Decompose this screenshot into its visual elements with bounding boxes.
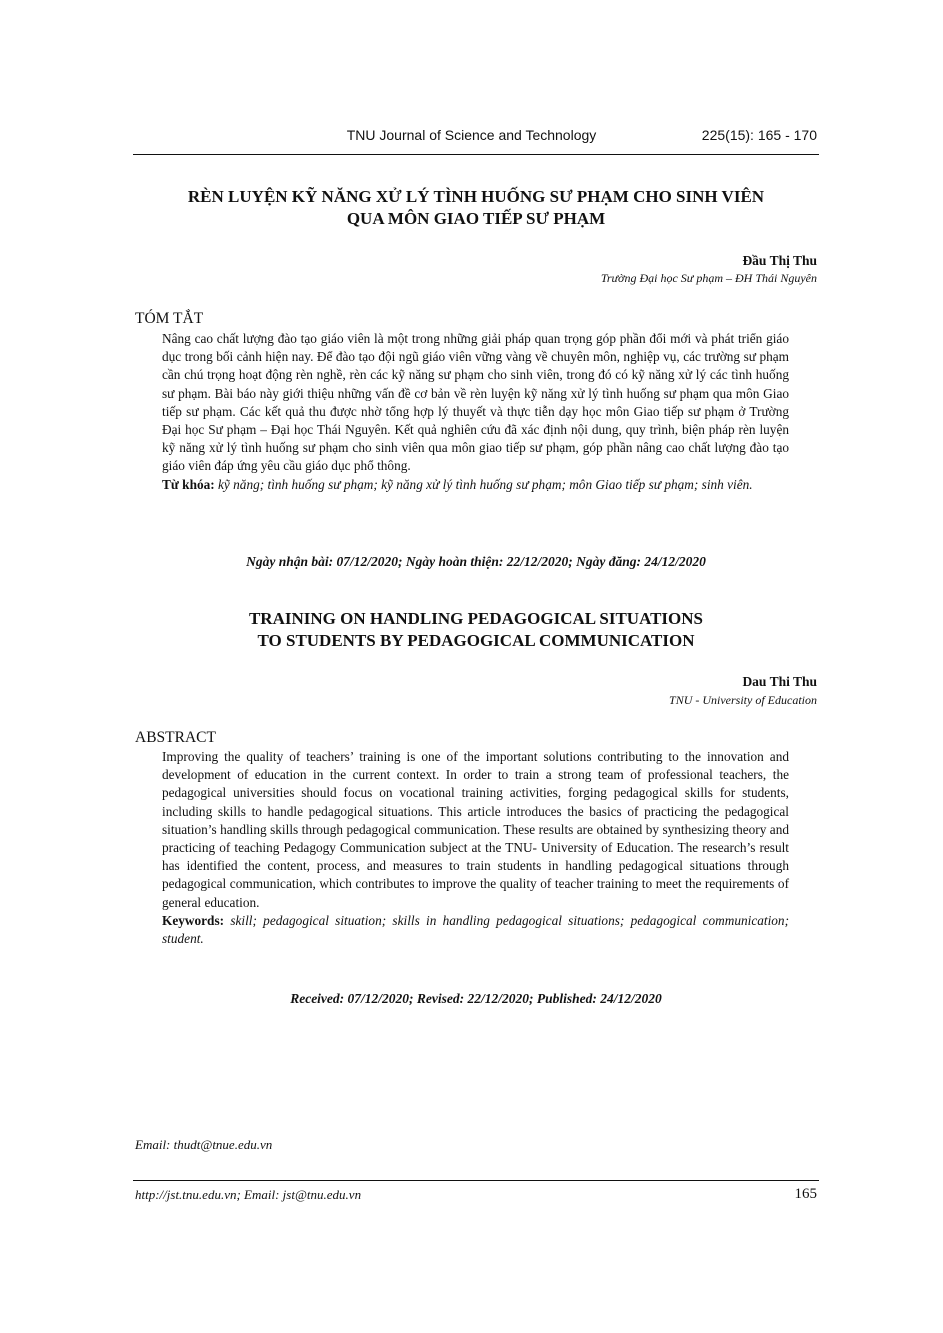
en-abstract xyxy=(162,748,789,948)
vi-title-line-1: RÈN LUYỆN KỸ NĂNG XỬ LÝ TÌNH HUỐNG SƯ PHẠM CHO SINH VIÊN xyxy=(187,187,765,206)
vi-keywords-label: Từ khóa: xyxy=(162,476,215,492)
journal-name: TNU Journal of Science and Technology xyxy=(346,127,597,143)
vi-title-line-2: QUA MÔN GIAO TIẾP SƯ PHẠM xyxy=(346,209,606,228)
corresponding-email[interactable]: Email: thudt@tnue.edu.vn xyxy=(135,1137,273,1152)
en-title-line-1: TRAINING ON HANDLING PEDAGOGICAL SITUATIONS xyxy=(248,609,704,628)
page-number: 165 xyxy=(794,1186,817,1202)
vi-affiliation: Trường Đại học Sư phạm – ĐH Thái Nguyên xyxy=(600,271,817,285)
footer-links[interactable]: http://jst.tnu.edu.vn; Email: jst@tnu.edu.vn xyxy=(135,1187,362,1202)
en-keywords: skill; pedagogical situation; skills in handling pedagogical situations; pedagogical communication; student. xyxy=(162,912,790,947)
vi-title xyxy=(133,186,819,230)
vi-abstract xyxy=(162,330,789,494)
vi-author: Đầu Thị Thu xyxy=(742,253,817,268)
vi-abstract-heading: TÓM TẮT xyxy=(135,310,204,327)
en-title-line-2: TO STUDENTS BY PEDAGOGICAL COMMUNICATION xyxy=(257,631,695,650)
volume-pages: 225(15): 165 - 170 xyxy=(701,127,817,143)
en-author: Dau Thi Thu xyxy=(742,674,817,689)
vi-keywords: kỹ năng; tình huống sư phạm; kỹ năng xử lý tình huống sư phạm; môn Giao tiếp sư phạm; sinh viên. xyxy=(218,476,753,492)
header-rule xyxy=(133,154,819,155)
en-dates: Received: 07/12/2020; Revised: 22/12/2020; Published: 24/12/2020 xyxy=(290,991,662,1006)
vi-dates: Ngày nhận bài: 07/12/2020; Ngày hoàn thiện: 22/12/2020; Ngày đăng: 24/12/2020 xyxy=(246,554,706,569)
vi-abstract-text: Nâng cao chất lượng đào tạo giáo viên là một trong những giải pháp quan trọng góp phần đổi mới và phát triển giáo dục trong bối cảnh hiện nay. Để đào tạo đội ngũ giáo viên vững vàng về chuyên môn, nghiệp vụ, các trường sư phạm cần chú trọng hoạt động rèn nghề, rèn các kỹ năng sư phạm cho sinh viên, trong đó có kỹ năng xử lý các tình huống sư phạm. Bài báo này giới thiệu những vấn đề cơ bản về rèn luyện kỹ năng xử lý tình huống sư phạm qua môn Giao tiếp sư phạm. Các kết quả thu được nhờ tổng hợp lý thuyết và thực tiễn dạy học môn Giao tiếp sư phạm ở Trường Đại học Sư phạm – Đại học Thái Nguyên. Kết quả nghiên cứu đã xác định nội dung, quy trình, biện pháp rèn luyện kỹ năng xử lý tình huống sư phạm cho sinh viên qua môn giao tiếp sư phạm, góp phần nâng cao chất lượng đào tạo giáo viên đáp ứng yêu cầu giáo dục phổ thông. xyxy=(162,331,789,474)
en-affiliation: TNU - University of Education xyxy=(669,693,817,707)
footer-rule xyxy=(133,1180,819,1181)
en-title xyxy=(133,608,819,652)
en-keywords-label: Keywords: xyxy=(162,912,225,928)
en-abstract-text: Improving the quality of teachers’ training is one of the important solutions contributing to the innovation and development of education in the current context. In order to train a strong team of professional teachers, the pedagogical universities should focus on vocational training activities, forging pedagogical skills for students, including skills to handle pedagogical situations. This article introduces the basics of practicing the pedagogical situation’s handling skills through pedagogical communication. These results are obtained by synthesizing theory and practicing of teaching Pedagogy Communication subject at the TNU- University of Education. The research’s result has identified the content, process, and measures to train students in handling pedagogical situations through pedagogical communication, which contributes to improve the quality of teacher training to meet the requirements of general education. xyxy=(162,749,789,910)
en-abstract-heading: ABSTRACT xyxy=(135,729,216,746)
